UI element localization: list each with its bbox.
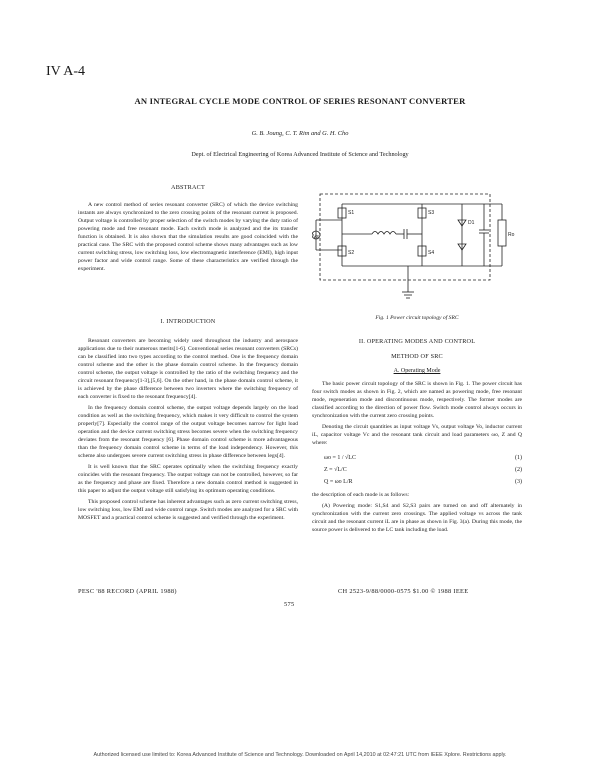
abstract-section: [78, 184, 298, 276]
equation-3: Q = ωo L/R (3): [324, 479, 522, 485]
authors: G. B. Joung, C. T. Rim and G. H. Cho: [251, 130, 349, 137]
equation-2: Z = √L/C (2): [324, 467, 522, 473]
intro-paragraph: Resonant converters are becoming widely used throughout the industry and aerospace applications due to their numerous merits[1-6]. Conventional series resonant converters (SRCs) can be classified into two types according to the control method. One is the frequency domain control scheme and the other is the phase domain control scheme. In the frequency domain control scheme, the output voltage is controlled by the ratio of the switching frequency and the circuit resonant frequency[1-3],[5,6]. On the other hand, in the phase domain control scheme, it is achieved by the phase difference between two inverters where the switching frequency of each converter is fixed to the resonant frequency[4].: [78, 338, 298, 400]
session-label: IV A-4: [46, 64, 86, 79]
label-vs: Vs: [313, 234, 319, 240]
section2-heading-line1: II. OPERATING MODES AND CONTROL: [358, 338, 476, 345]
section2-text: [312, 380, 522, 447]
label-s4: S4: [428, 250, 435, 256]
affiliation: Dept. of Electrical Engineering of Korea Advanced Institute of Science and Technology: [191, 151, 409, 158]
paper-title: AN INTEGRAL CYCLE MODE CONTROL OF SERIES RESONANT CONVERTER: [134, 96, 466, 106]
intro-heading: I. INTRODUCTION: [160, 318, 216, 325]
footer-right: CH 2523-9/88/0000-0575 $1.00 © 1988 IEEE: [338, 588, 469, 595]
intro-paragraph: This proposed control scheme has inherent advantages such as zero current switching stress, low switching loss, low EMI and wide control range. Switch modes are analyzed for a SRC with MOSFET and a practical control scheme is suggested and verified through the experiment.: [78, 499, 298, 521]
footer-left: PESC '88 RECORD (APRIL 1988): [78, 588, 177, 595]
label-s2: S2: [348, 250, 355, 256]
access-notice: Authorized licensed use limited to: Korea Advanced Institute of Science and Technology. Downloaded on April 14,2010 at 02:47:21 UTC from IEEE Xplore. Restrictions apply.: [93, 752, 507, 758]
circuit-diagram: [312, 180, 522, 310]
equations: [324, 455, 522, 485]
mode-description: (A) Powering mode: S1,S4 and S2,S3 pairs are turned on and off alternately in synchronization with the current zero crossings. The applied voltage vs across the tank circuit and the resonant current iL are in phase as shown in Fig. 3(a). During this mode, the source power is delivered to the LC tank including the load.: [312, 503, 522, 533]
label-load: Ro: [508, 232, 515, 238]
label-d1: D1: [468, 220, 475, 226]
section2-heading-line2: METHOD OF SRC: [391, 353, 443, 360]
section2-paragraph: Denoting the circuit quantities as input voltage Vs, output voltage Vo, inductor current iL, capacitor voltage Vc and the resonant tank circuit and load parameters ωo, Z and Q where:: [312, 424, 522, 446]
figure-1: [312, 180, 522, 320]
abstract-text: A new control method of series resonant converter (SRC) of which the device switching instants are always synchronized to the zero crossing points of the resonant current is proposed. Output voltage is controlled by proper selection of the switch modes by varying the duty ratio of powering mode and free resonant mode. Each switch mode is analyzed and the its transfer function is obtained. It is also shown that the simulation results are good coincided with the practical case. The SRC with the proposed control scheme shows many advantages such as low current switching stress, low switching loss, low electromagnetic interference (EMI), high input power factor and wide control range. Some of these characteristics are verified through the experiment.: [78, 202, 298, 272]
label-s3: S3: [428, 210, 435, 216]
section2-after-eq: the description of each mode is as follows: (A) Powering mode: S1,S4 and S2,S3 pairs are turned on and off alternately in synchronization with the current zero crossings. The applied voltage vs across the tank circuit and the resonant current iL are in phase as shown in Fig. 3(a). During this mode, the source power is delivered to the LC tank including the load.: [312, 492, 522, 533]
intro-section: [78, 318, 298, 525]
section2-paragraph: The basic power circuit topology of the SRC is shown in Fig. 1. The power circuit has four switch modes as shown in Fig. 2, which are named as powering mode, free resonant mode, regeneration mode and discontinuous mode, respectively. The former modes are classified according to the direction of power flow. Switch mode control always occurs in synchronization with the current zero crossing points.: [312, 381, 522, 419]
section2-subheading: A. Operating Mode: [393, 368, 441, 374]
operating-modes-section: [312, 338, 522, 537]
abstract-heading: ABSTRACT: [171, 184, 205, 191]
intro-paragraph: It is well known that the SRC operates optimally when the switching frequency exactly coincides with the resonant frequency. The output voltage can not be controlled, however, so far as the frequency and phase are fixed. Therefore a new domain control method is suggested in this paper to adjust the output voltage still satisfying its optimum operating conditions.: [78, 464, 298, 494]
page-number: 575: [284, 601, 295, 608]
figure-caption: Fig. 1 Power circuit topology of SRC: [375, 315, 459, 321]
intro-text: [78, 337, 298, 522]
intro-paragraph: In the frequency domain control scheme, the output voltage depends largely on the load condition as well as the switching frequency, which makes it very difficult to control the system properly[7]. Especially the control range of the output voltage becomes narrow for light load operation and the device current switching stress becomes severe when the switching frequency deviates from the resonant frequency [6]. Phase domain control scheme is more advantageous than the frequency domain control scheme in terms of the load independency. However, this scheme also undergoes severe current switching stress in phase difference between legs[4].: [78, 405, 298, 459]
equation-1: ωo = 1 / √LC (1): [324, 455, 522, 461]
label-s1: S1: [348, 210, 355, 216]
